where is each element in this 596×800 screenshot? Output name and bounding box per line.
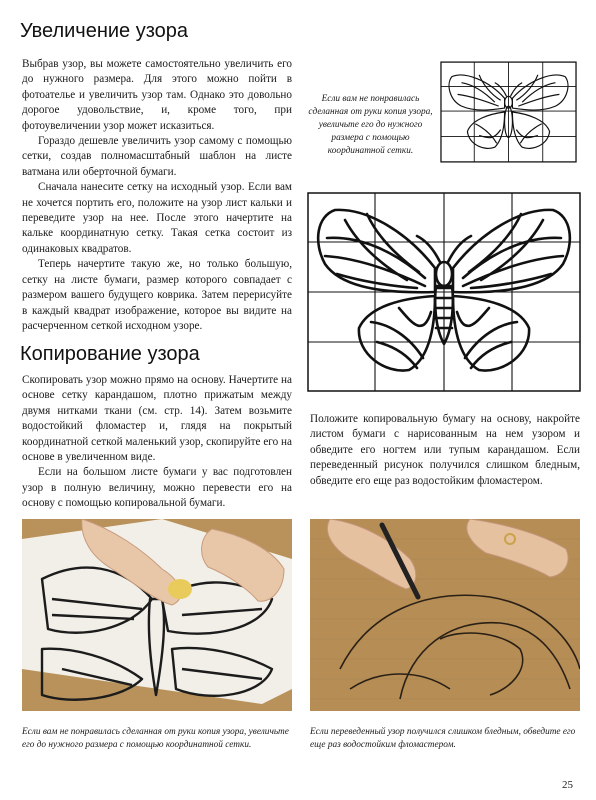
photo-right-caption: Если переведенный узор получился слишком бледным, обведите его еще раз водостойким фломастером. xyxy=(310,727,576,750)
page-number: 25 xyxy=(562,779,573,791)
photo-left-caption: Если вам не понравилась сделанная от руки копия узора, увеличьте его до нужного размера с помощью координатной сетки. xyxy=(22,727,289,750)
section-copy-text xyxy=(22,373,292,512)
small-grid-caption: Если вам не понравилась сделанная от руки копия узора, увеличьте его до нужного размера с помощью координатной сетки. xyxy=(308,94,433,156)
section-title-enlarge: Увеличение узора xyxy=(20,20,189,42)
right-instruction-text: Положите копировальную бумагу на основу, накройте листом бумаги с нарисованным на нем узором и обведите его ногтем или тупым карандашом. Если переведенный рисунок получился слишком бледным, обведите его еще раз водостойким фломастером. xyxy=(310,413,580,487)
paragraph: Теперь начертите такую же, но только большую, сетку на листе бумаги, размер которого совпадает с размером вашего будущего коврика. Затем перерисуйте в каждый квадрат изображение, которое вы видите на расчерченном сеткой исходном узоре. xyxy=(22,258,292,332)
photo-tracing-hands xyxy=(22,519,292,711)
paragraph: Сначала нанесите сетку на исходный узор. Если вам не хочется портить его, положите на узор лист кальки и переведите узор на нее. После этого начертите на кальке координатную сетку. Такая сетка состоит из одинаковых квадратов. xyxy=(22,181,292,255)
section-enlarge-text xyxy=(22,57,292,334)
paragraph: Если на большом листе бумаги у вас подготовлен узор в полную величину, можно перевести его на основу с помощью копировальной бумаги. xyxy=(22,466,292,510)
paragraph: Выбрав узор, вы можете самостоятельно увеличить его до нужного размера. Для этого можно пойти в фотоателье и увеличить узор там. Однако это довольно дорогое удовольствие, и, кроме того, при фотоувеличении узор может исказиться. xyxy=(22,58,292,132)
small-butterfly-grid xyxy=(440,60,577,164)
large-butterfly-grid xyxy=(307,192,581,392)
photo-burlap-marker xyxy=(310,519,580,711)
section-title-copy: Копирование узора xyxy=(20,343,200,365)
paragraph: Скопировать узор можно прямо на основу. Начертите на основе сетку карандашом, плотно прижатым между двумя нитками ткани (см. стр. 14). Затем возьмите водостойкий фломастер и, глядя на покрытый координатной сеткой маленький узор, скопируйте его на основе в увеличенном виде. xyxy=(22,374,292,464)
paragraph: Гораздо дешевле увеличить узор самому с помощью сетки, создав полномасштабный шаблон на листе ватмана или оберточной бумаги. xyxy=(22,135,292,178)
